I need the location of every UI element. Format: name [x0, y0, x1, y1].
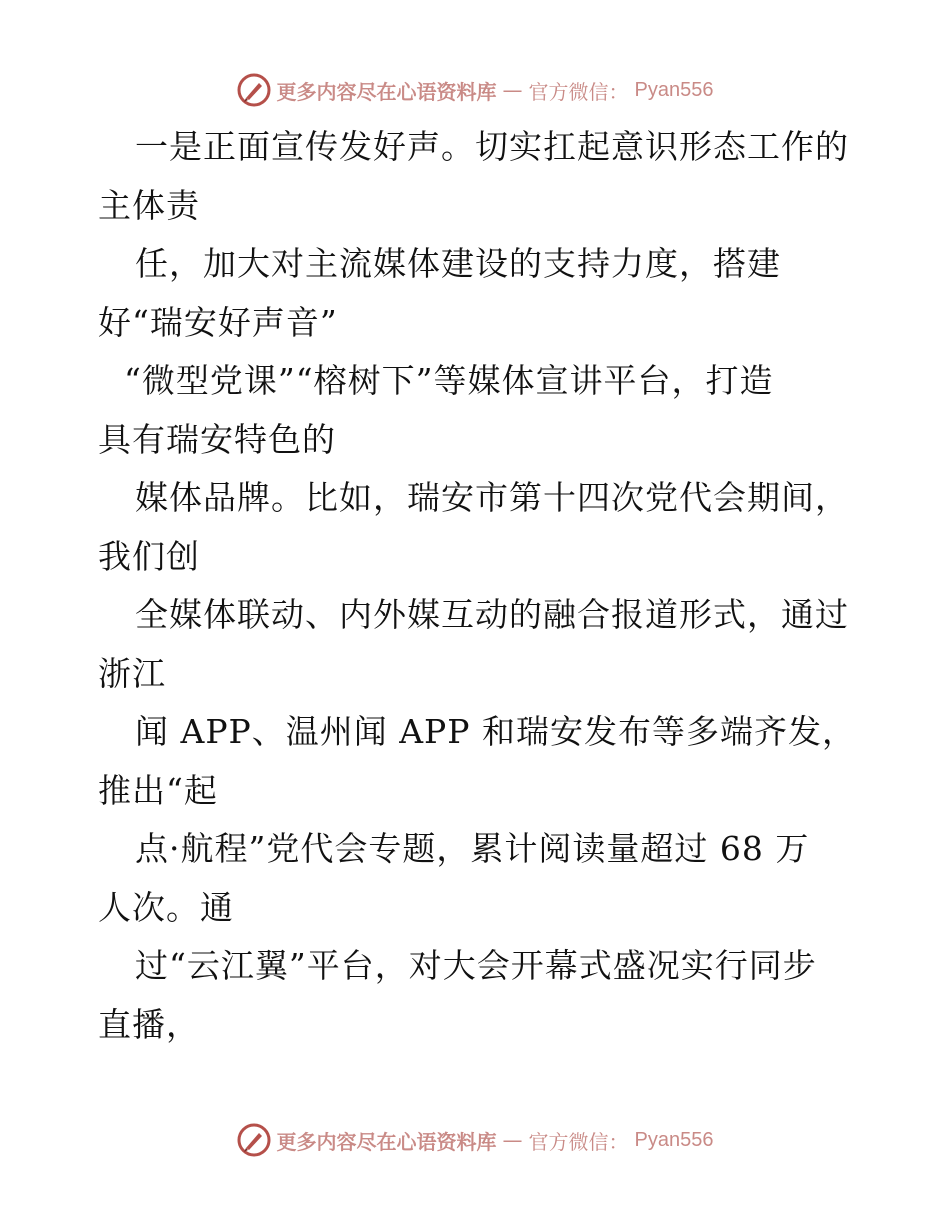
- footer-banner-inner: [237, 1123, 714, 1157]
- footer-banner-sub: 官方微信：: [528, 1129, 629, 1154]
- body-line: 闻 APP、温州闻 APP 和瑞安发布等多端齐发，: [135, 712, 856, 751]
- pen-logo-icon: [237, 1123, 271, 1157]
- body-line: 具有瑞安特色的: [98, 419, 336, 459]
- footer-banner: [0, 1120, 950, 1160]
- body-line: 媒体品牌。比如，瑞安市第十四次党代会期间，: [135, 478, 849, 517]
- body-line: 全媒体联动、内外媒互动的融合报道形式，通过: [135, 595, 849, 634]
- body-line: 主体责: [98, 185, 200, 225]
- header-banner-text: 更多内容尽在心语资料库: [276, 79, 497, 104]
- header-banner-dash: —: [502, 78, 523, 102]
- body-line: 直播，: [98, 1004, 200, 1044]
- document-body: [98, 118, 858, 1054]
- body-line: 过“云江翼”平台，对大会开幕式盛况实行同步: [135, 946, 817, 985]
- body-line: 好“瑞安好声音”: [98, 302, 338, 342]
- body-line: 点·航程”党代会专题，累计阅读量超过 68 万: [135, 829, 810, 868]
- header-banner-sub: 官方微信：: [528, 79, 629, 104]
- body-line: 浙江: [98, 653, 166, 693]
- header-banner: [0, 70, 950, 110]
- footer-wechat-id: Pyan556: [634, 1128, 714, 1151]
- pen-logo-icon: [237, 73, 271, 107]
- body-line: “微型党课”“榕树下”等媒体宣讲平台，打造: [124, 361, 774, 400]
- body-line: 任，加大对主流媒体建设的支持力度，搭建: [135, 244, 781, 283]
- body-line: 我们创: [98, 536, 200, 576]
- body-line: 一是正面宣传发好声。切实扛起意识形态工作的: [135, 127, 849, 166]
- footer-banner-dash: —: [502, 1128, 523, 1152]
- footer-banner-text: 更多内容尽在心语资料库: [276, 1129, 497, 1154]
- body-line: 推出“起: [98, 770, 218, 810]
- header-banner-inner: [237, 73, 714, 107]
- body-line: 人次。通: [98, 887, 234, 927]
- header-wechat-id: Pyan556: [634, 78, 714, 101]
